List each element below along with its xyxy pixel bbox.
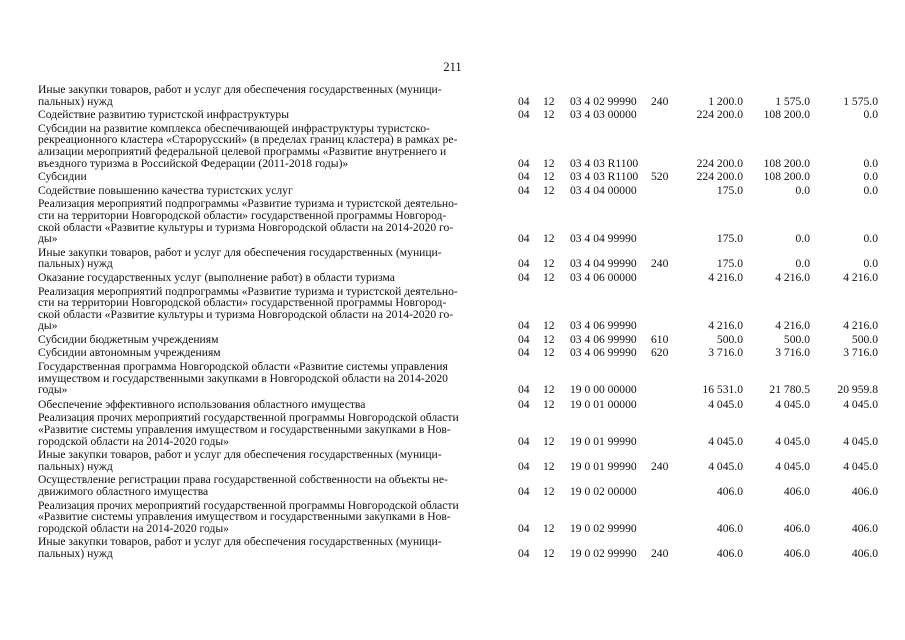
- table-row: [38, 247, 883, 270]
- subsection-code: 12: [543, 521, 555, 535]
- row-name-line: городской области на 2014-2020 годы»: [38, 434, 229, 448]
- table-row: [38, 474, 883, 497]
- amount-col-1: 4 216.0: [708, 319, 743, 333]
- table-row: [38, 84, 883, 107]
- amount-col-2: 0.0: [795, 232, 810, 246]
- row-name-line: Субсидии автономным учреждениям: [38, 346, 221, 360]
- row-codes: [38, 523, 883, 535]
- target-article-code: 03 4 06 99990: [570, 332, 637, 346]
- row-codes: [38, 258, 883, 270]
- amount-col-2: 108 200.0: [763, 170, 810, 184]
- target-article-code: 19 0 01 00000: [570, 397, 637, 411]
- section-code: 04: [518, 270, 530, 284]
- amount-col-3: 406.0: [851, 546, 878, 560]
- section-code: 04: [518, 346, 530, 360]
- target-article-code: 03 4 03 R1100: [570, 156, 639, 170]
- expense-type-code: 520: [651, 170, 669, 184]
- row-codes: [38, 384, 883, 396]
- amount-col-3: 0.0: [863, 170, 878, 184]
- amount-col-2: 500.0: [783, 332, 810, 346]
- amount-col-1: 175.0: [716, 257, 743, 271]
- table-row: [38, 109, 883, 121]
- row-name-line: годы»: [38, 383, 68, 397]
- row-name-line: ской области «Развитие культуры и туризма Новгородской области на 2014-2020 го-: [38, 220, 454, 234]
- amount-col-3: 3 716.0: [843, 346, 878, 360]
- row-codes: [38, 334, 883, 346]
- table-row: [38, 123, 883, 169]
- amount-col-3: 20 959.8: [837, 383, 878, 397]
- section-code: 04: [518, 232, 530, 246]
- row-codes: [38, 320, 883, 332]
- table-row: [38, 361, 883, 396]
- table-row: [38, 198, 883, 244]
- table-row: [38, 185, 883, 197]
- expense-type-code: 240: [651, 546, 669, 560]
- section-code: 04: [518, 521, 530, 535]
- row-name-line: Иные закупки товаров, работ и услуг для обеспечения государственных (муници-: [38, 83, 442, 96]
- section-code: 04: [518, 257, 530, 271]
- amount-col-1: 4 045.0: [708, 434, 743, 448]
- row-name-line: пальных) нужд: [38, 94, 113, 108]
- target-article-code: 03 4 04 99990: [570, 232, 637, 246]
- row-name-line: Иные закупки товаров, работ и услуг для обеспечения государственных (муници-: [38, 535, 442, 549]
- row-name-line: сти на территории Новгородской области» государственной программы Новгород-: [38, 208, 447, 222]
- amount-col-2: 406.0: [783, 485, 810, 498]
- amount-col-3: 406.0: [851, 485, 878, 498]
- amount-col-3: 4 045.0: [843, 397, 878, 411]
- row-name-line: сти на территории Новгородской области» государственной программы Новгород-: [38, 296, 447, 310]
- row-name-line: ды»: [38, 232, 58, 246]
- table-row: [38, 272, 883, 284]
- subsection-code: 12: [543, 383, 555, 397]
- amount-col-2: 4 045.0: [775, 459, 810, 473]
- section-code: 04: [518, 546, 530, 560]
- row-name-line: Обеспечение эффективного использования областного имущества: [38, 397, 366, 411]
- row-codes: [38, 436, 883, 448]
- subsection-code: 12: [543, 332, 555, 346]
- expense-type-code: 610: [651, 332, 669, 346]
- amount-col-1: 175.0: [716, 232, 743, 246]
- subsection-code: 12: [543, 319, 555, 333]
- row-name-line: движимого областного имущества: [38, 485, 209, 498]
- row-name-line: Субсидии на развитие комплекса обеспечивающей инфраструктуры туристско-: [38, 121, 430, 135]
- amount-col-3: 406.0: [851, 521, 878, 535]
- row-name-line: рекреационного кластера «Старорусский» (в пределах границ кластера) в рамках ре-: [38, 133, 458, 147]
- subsection-code: 12: [543, 397, 555, 411]
- row-name-line: городской области на 2014-2020 годы»: [38, 521, 229, 535]
- target-article-code: 19 0 01 99990: [570, 459, 637, 473]
- row-codes: [38, 347, 883, 359]
- target-article-code: 19 0 02 99990: [570, 521, 637, 535]
- amount-col-1: 224 200.0: [696, 170, 743, 184]
- amount-col-3: 0.0: [863, 108, 878, 122]
- row-codes: [38, 96, 883, 108]
- amount-col-1: 406.0: [716, 521, 743, 535]
- row-name-line: Иные закупки товаров, работ и услуг для обеспечения государственных (муници-: [38, 448, 442, 462]
- row-name-line: пальных) нужд: [38, 459, 113, 473]
- section-code: 04: [518, 434, 530, 448]
- amount-col-2: 4 045.0: [775, 397, 810, 411]
- section-code: 04: [518, 319, 530, 333]
- row-name-line: ской области «Развитие культуры и туризма Новгородской области на 2014-2020 го-: [38, 307, 454, 321]
- table-row: [38, 334, 883, 346]
- row-name-line: Оказание государственных услуг (выполнение работ) в области туризма: [38, 270, 395, 284]
- row-codes: [38, 399, 883, 411]
- table-row: [38, 347, 883, 359]
- section-code: 04: [518, 156, 530, 170]
- row-codes: [38, 233, 883, 245]
- section-code: 04: [518, 94, 530, 108]
- amount-col-2: 1 575.0: [775, 94, 810, 108]
- section-code: 04: [518, 459, 530, 473]
- target-article-code: 03 4 03 R1100: [570, 170, 639, 184]
- amount-col-2: 3 716.0: [775, 346, 810, 360]
- subsection-code: 12: [543, 94, 555, 108]
- target-article-code: 19 0 00 00000: [570, 383, 637, 397]
- target-article-code: 19 0 01 99990: [570, 434, 637, 448]
- amount-col-3: 0.0: [863, 232, 878, 246]
- row-name-line: Субсидии бюджетным учреждениям: [38, 332, 219, 346]
- expense-type-code: 620: [651, 346, 669, 360]
- subsection-code: 12: [543, 108, 555, 122]
- row-codes: [38, 171, 883, 183]
- row-codes: [38, 185, 883, 197]
- target-article-code: 19 0 02 99990: [570, 546, 637, 560]
- subsection-code: 12: [543, 485, 555, 498]
- amount-col-1: 4 216.0: [708, 270, 743, 284]
- amount-col-1: 16 531.0: [702, 383, 743, 397]
- amount-col-2: 406.0: [783, 521, 810, 535]
- section-code: 04: [518, 485, 530, 498]
- section-code: 04: [518, 397, 530, 411]
- subsection-code: 12: [543, 170, 555, 184]
- subsection-code: 12: [543, 346, 555, 360]
- amount-col-1: 406.0: [716, 485, 743, 498]
- row-name-line: имуществом и государственными закупками в Новгородской области на 2014-2020: [38, 371, 448, 385]
- amount-col-3: 0.0: [863, 183, 878, 197]
- row-codes: [38, 109, 883, 121]
- subsection-code: 12: [543, 270, 555, 284]
- amount-col-3: 4 216.0: [843, 270, 878, 284]
- amount-col-2: 4 045.0: [775, 434, 810, 448]
- amount-col-3: 0.0: [863, 257, 878, 271]
- amount-col-1: 224 200.0: [696, 156, 743, 170]
- row-name-line: Реализация прочих мероприятий государственной программы Новгородской области: [38, 498, 459, 512]
- target-article-code: 03 4 06 99990: [570, 346, 637, 360]
- table-row: [38, 286, 883, 332]
- table-row: [38, 500, 883, 535]
- target-article-code: 03 4 02 99990: [570, 94, 637, 108]
- subsection-code: 12: [543, 459, 555, 473]
- amount-col-3: 4 045.0: [843, 434, 878, 448]
- row-name-line: ды»: [38, 319, 58, 333]
- expense-type-code: 240: [651, 257, 669, 271]
- row-name-line: въездного туризма в Российской Федерации (2011-2018 годы)»: [38, 156, 349, 170]
- expense-type-code: 240: [651, 94, 669, 108]
- row-name-line: пальных) нужд: [38, 257, 113, 271]
- row-codes: [38, 158, 883, 170]
- page-number: 211: [443, 60, 462, 74]
- row-codes: [38, 486, 883, 498]
- table-row: [38, 171, 883, 183]
- amount-col-1: 224 200.0: [696, 108, 743, 122]
- subsection-code: 12: [543, 546, 555, 560]
- target-article-code: 03 4 06 00000: [570, 270, 637, 284]
- amount-col-2: 108 200.0: [763, 156, 810, 170]
- amount-col-1: 175.0: [716, 183, 743, 197]
- section-code: 04: [518, 108, 530, 122]
- row-codes: [38, 461, 883, 473]
- amount-col-1: 406.0: [716, 546, 743, 560]
- row-codes: [38, 548, 883, 560]
- amount-col-1: 4 045.0: [708, 397, 743, 411]
- target-article-code: 19 0 02 00000: [570, 485, 637, 498]
- target-article-code: 03 4 03 00000: [570, 108, 637, 122]
- target-article-code: 03 4 04 99990: [570, 257, 637, 271]
- table-row: [38, 449, 883, 472]
- row-codes: [38, 272, 883, 284]
- amount-col-2: 21 780.5: [769, 383, 810, 397]
- amount-col-3: 500.0: [851, 332, 878, 346]
- target-article-code: 03 4 04 00000: [570, 183, 637, 197]
- table-row: [38, 412, 883, 447]
- subsection-code: 12: [543, 156, 555, 170]
- row-name-line: Реализация прочих мероприятий государственной программы Новгородской области: [38, 411, 459, 425]
- amount-col-1: 4 045.0: [708, 459, 743, 473]
- section-code: 04: [518, 332, 530, 346]
- row-name-line: Содействие повышению качества туристских услуг: [38, 183, 293, 197]
- row-name-line: Осуществление регистрации права государственной собственности на объекты не-: [38, 473, 448, 487]
- amount-col-2: 0.0: [795, 183, 810, 197]
- row-name-line: Реализация мероприятий подпрограммы «Развитие туризма и туристской деятельно-: [38, 284, 458, 298]
- row-name-line: Содействие развитию туристской инфраструктуры: [38, 108, 290, 122]
- row-name-line: пальных) нужд: [38, 546, 113, 560]
- subsection-code: 12: [543, 232, 555, 246]
- amount-col-1: 500.0: [716, 332, 743, 346]
- row-name-line: ализации мероприятий федеральной целевой программы «Развитие внутреннего и: [38, 144, 447, 158]
- row-name-line: Реализация мероприятий подпрограммы «Развитие туризма и туристской деятельно-: [38, 197, 458, 211]
- section-code: 04: [518, 383, 530, 397]
- subsection-code: 12: [543, 183, 555, 197]
- amount-col-2: 4 216.0: [775, 319, 810, 333]
- amount-col-2: 108 200.0: [763, 108, 810, 122]
- row-name-line: Субсидии: [38, 170, 87, 184]
- amount-col-1: 3 716.0: [708, 346, 743, 360]
- amount-col-2: 406.0: [783, 546, 810, 560]
- section-code: 04: [518, 170, 530, 184]
- subsection-code: 12: [543, 434, 555, 448]
- subsection-code: 12: [543, 257, 555, 271]
- table-row: [38, 399, 883, 411]
- row-name-line: Иные закупки товаров, работ и услуг для обеспечения государственных (муници-: [38, 245, 442, 259]
- row-name-line: «Развитие системы управления имуществом и государственными закупками в Нов-: [38, 510, 451, 524]
- amount-col-3: 4 045.0: [843, 459, 878, 473]
- target-article-code: 03 4 06 99990: [570, 319, 637, 333]
- amount-col-2: 0.0: [795, 257, 810, 271]
- amount-col-3: 1 575.0: [843, 94, 878, 108]
- amount-col-2: 4 216.0: [775, 270, 810, 284]
- expense-type-code: 240: [651, 459, 669, 473]
- row-name-line: «Развитие системы управления имуществом и государственными закупками в Нов-: [38, 423, 451, 437]
- section-code: 04: [518, 183, 530, 197]
- budget-table: [38, 82, 883, 560]
- table-row: [38, 536, 883, 559]
- amount-col-3: 0.0: [863, 156, 878, 170]
- amount-col-3: 4 216.0: [843, 319, 878, 333]
- row-name-line: Государственная программа Новгородской области «Развитие системы управления: [38, 360, 448, 374]
- amount-col-1: 1 200.0: [708, 94, 743, 108]
